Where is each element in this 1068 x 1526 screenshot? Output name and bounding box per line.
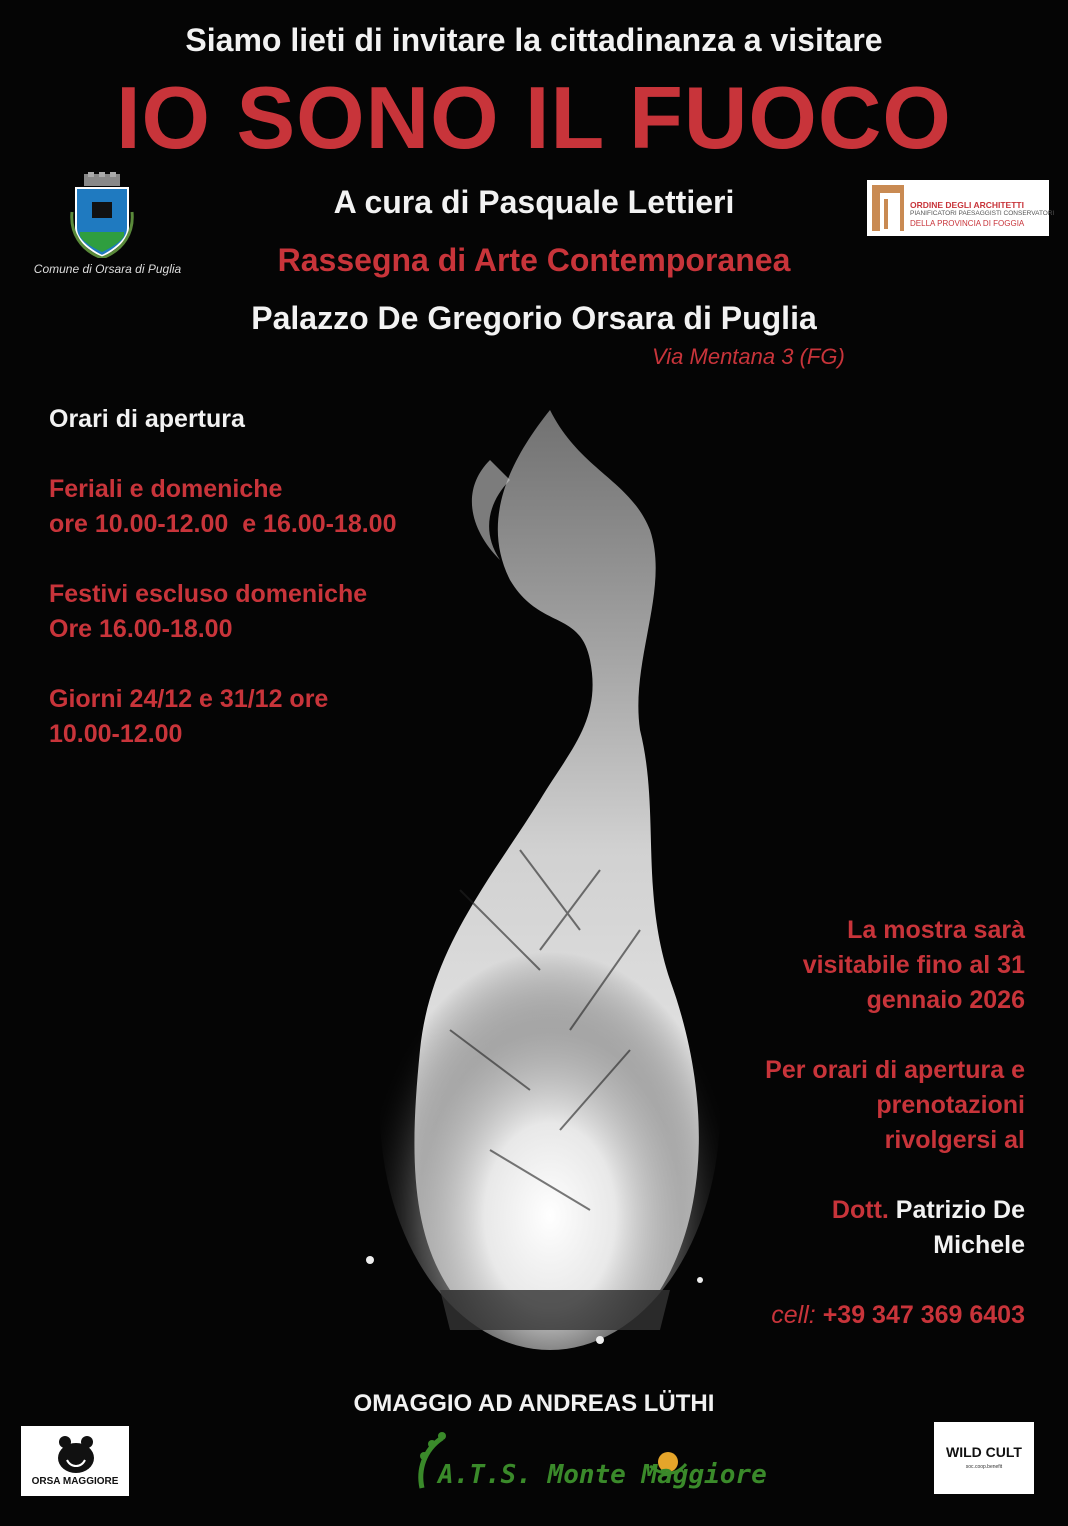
info-line2: visitabile fino al 31 (802, 951, 1025, 979)
tribute-text: OMAGGIO AD ANDREAS LÜTHI (353, 1390, 715, 1417)
architetti-mark-icon (870, 183, 906, 233)
venue-text: Palazzo De Gregorio Orsara di Puglia (251, 300, 817, 336)
phone-number: +39 347 369 6403 (822, 1301, 1025, 1329)
cell-label: cell: (771, 1301, 816, 1329)
hours-block2-line2: Ore 16.00-18.00 (49, 615, 233, 643)
orsa-maggiore-logo (21, 1426, 129, 1496)
wild-cult-sub: soc.coop.benefit (965, 1464, 1003, 1470)
architetti-line3: DELLA PROVINCIA DI FOGGIA (910, 219, 1025, 228)
contact-name-part2: Michele (933, 1231, 1025, 1259)
address-text: Via Mentana 3 (FG) (652, 344, 845, 369)
hours-heading: Orari di apertura (49, 405, 245, 433)
series-text: Rassegna di Arte Contemporanea (277, 242, 791, 278)
architetti-line1: ORDINE DEGLI ARCHITETTI (910, 200, 1024, 210)
hours-block1-line2: ore 10.00-12.00 e 16.00-18.00 (49, 510, 397, 538)
invite-text: Siamo lieti di invitare la cittadinanza a visitare (185, 22, 883, 58)
contact-name-line1 (832, 1193, 1025, 1228)
info-line5: prenotazioni (876, 1091, 1025, 1119)
hours-block3-line2: 10.00-12.00 (49, 720, 183, 748)
info-line4: Per orari di apertura e (765, 1056, 1025, 1084)
bear-icon (55, 1434, 97, 1474)
wild-cult-label: WILD CULT (946, 1444, 1022, 1460)
info-line6: rivolgersi al (884, 1126, 1025, 1154)
exhibition-title: IO SONO IL FUOCO (116, 68, 952, 167)
contact-name-part1: Patrizio De (895, 1196, 1025, 1224)
bonfire-image (340, 330, 760, 1390)
info-line1: La mostra sarà (847, 916, 1025, 944)
ats-label: A.T.S. Monte Maggiore (438, 1460, 767, 1490)
comune-label: Comune di Orsara di Puglia (33, 262, 182, 276)
hours-block2-line1: Festivi escluso domeniche (49, 580, 368, 608)
hours-block1-line1: Feriali e domeniche (49, 475, 283, 503)
curator-text: A cura di Pasquale Lettieri (333, 184, 735, 220)
contact-phone-line (771, 1298, 1025, 1333)
info-line3: gennaio 2026 (866, 986, 1025, 1014)
architetti-line2: PIANIFICATORI PAESAGGISTI CONSERVATORI (910, 210, 1055, 217)
wild-cult-logo (934, 1422, 1034, 1494)
dott-prefix: Dott. (831, 1196, 889, 1224)
comune-crest-logo (70, 172, 134, 258)
orsa-maggiore-label: ORSA MAGGIORE (31, 1476, 119, 1487)
hours-block3-line1: Giorni 24/12 e 31/12 ore (49, 685, 329, 713)
